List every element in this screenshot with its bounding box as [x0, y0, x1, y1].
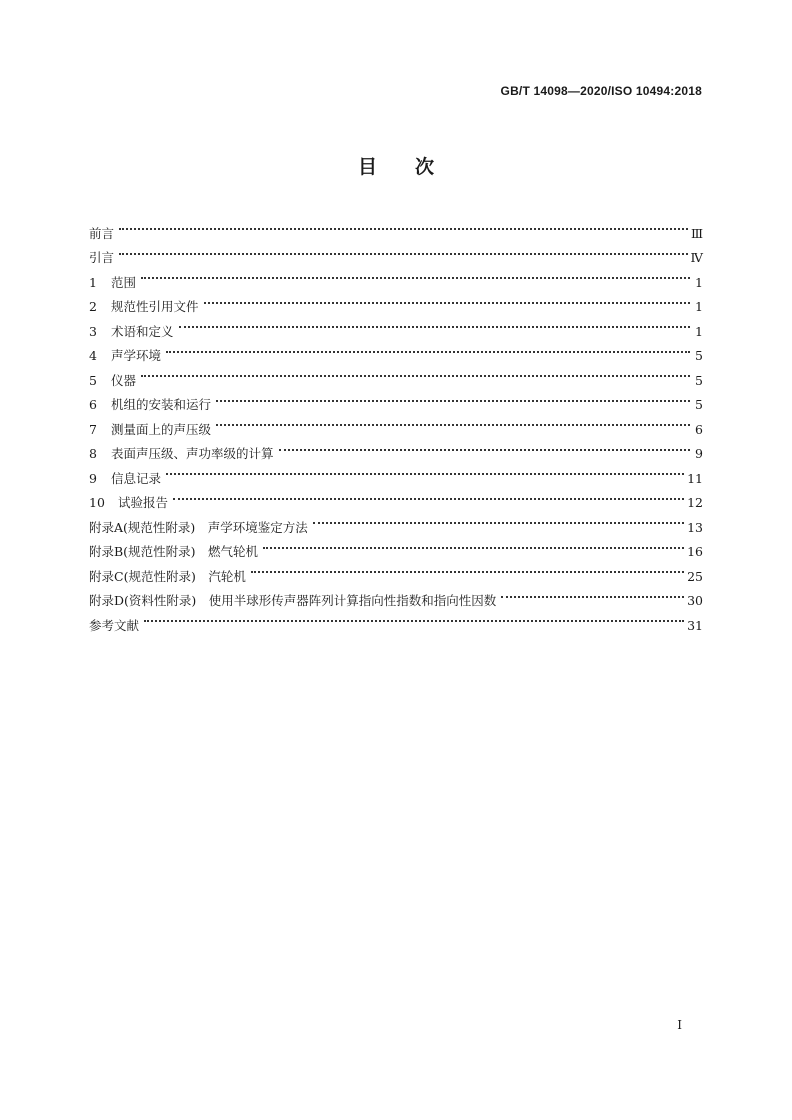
toc-entry[interactable] [89, 213, 703, 241]
toc-entry-page: 1 [695, 323, 703, 339]
toc-entry[interactable] [89, 507, 703, 535]
toc-entry[interactable] [89, 287, 703, 312]
toc-dot-leader [166, 458, 684, 483]
toc-entry-number: 4 [89, 348, 97, 363]
toc-entry-page: 5 [695, 372, 703, 388]
toc-entry-title: 附录D(资料性附录) 使用半球形传声器阵列计算指向性指数和指向性因数 [89, 593, 497, 608]
table-of-contents [89, 213, 703, 633]
toc-dot-leader [204, 287, 690, 312]
toc-dot-leader [141, 262, 690, 287]
toc-entry-title: 术语和定义 [111, 323, 174, 339]
toc-dot-leader [166, 336, 690, 361]
toc-entry-number: 1 [89, 274, 97, 290]
toc-entry-number: 10 [89, 495, 105, 510]
toc-entry-title: 附录C(规范性附录) 汽轮机 [89, 568, 246, 584]
toc-entry-title: 机组的安装和运行 [111, 397, 212, 412]
toc-entry-title: 声学环境 [111, 348, 162, 363]
toc-entry-page: 1 [695, 274, 703, 290]
toc-dot-leader [179, 311, 690, 336]
toc-entry-page: 31 [687, 617, 703, 633]
toc-entry-number: 9 [89, 470, 97, 486]
toc-entry-page: 16 [687, 544, 703, 559]
toc-entry-title: 范围 [111, 274, 137, 290]
toc-entry-title: 参考文献 [89, 617, 140, 633]
toc-entry-title: 信息记录 [111, 470, 162, 486]
toc-entry-title: 附录A(规范性附录) 声学环境鉴定方法 [89, 519, 308, 535]
toc-entry-page: 5 [695, 348, 703, 363]
toc-entry-title: 规范性引用文件 [111, 299, 199, 314]
toc-dot-leader [279, 434, 690, 459]
toc-entry[interactable] [89, 483, 703, 508]
toc-dot-leader [144, 605, 684, 630]
toc-dot-leader [119, 213, 688, 238]
toc-entry-page: Ⅲ [690, 225, 703, 241]
toc-dot-leader [501, 581, 684, 606]
toc-dot-leader [216, 385, 690, 410]
toc-entry-title: 仪器 [111, 372, 137, 388]
toc-entry[interactable] [89, 385, 703, 410]
toc-entry[interactable] [89, 262, 703, 290]
page-title: 目次 [357, 156, 472, 178]
toc-entry-page: 25 [687, 568, 703, 584]
toc-entry-page: 13 [687, 519, 703, 535]
toc-entry-title: 前言 [89, 225, 115, 241]
toc-entry-title: 测量面上的声压级 [111, 421, 212, 437]
toc-entry-title: 附录B(规范性附录) 燃气轮机 [89, 544, 258, 559]
toc-entry-page: 30 [687, 593, 703, 608]
toc-entry-page: 6 [695, 421, 703, 437]
toc-dot-leader [251, 556, 684, 581]
toc-entry-title: 试验报告 [118, 495, 169, 510]
toc-entry[interactable] [89, 336, 703, 361]
toc-entry-page: 9 [695, 446, 703, 461]
toc-entry[interactable] [89, 605, 703, 633]
toc-entry-title: 引言 [89, 250, 115, 265]
toc-entry-page: 5 [695, 397, 703, 412]
toc-entry-number: 3 [89, 323, 97, 339]
toc-entry-number: 2 [89, 299, 97, 314]
toc-entry-page: 12 [687, 495, 703, 510]
toc-entry-page: Ⅳ [690, 250, 703, 265]
toc-dot-leader [313, 507, 684, 532]
toc-dot-leader [141, 360, 690, 385]
toc-entry[interactable] [89, 458, 703, 486]
toc-entry[interactable] [89, 311, 703, 339]
toc-entry-page: 11 [687, 470, 703, 486]
toc-entry-number: 5 [89, 372, 97, 388]
toc-entry-title: 表面声压级、声功率级的计算 [111, 446, 274, 461]
toc-entry-number: 8 [89, 446, 97, 461]
toc-entry-number: 7 [89, 421, 97, 437]
toc-entry-number: 6 [89, 397, 97, 412]
toc-dot-leader [263, 532, 684, 557]
standard-number: GB/T 14098—2020/ISO 10494:2018 [500, 84, 702, 98]
toc-dot-leader [216, 409, 690, 434]
toc-entry[interactable] [89, 360, 703, 388]
toc-entry[interactable] [89, 238, 703, 263]
toc-dot-leader [173, 483, 684, 508]
toc-entry-page: 1 [695, 299, 703, 314]
page-number: Ⅰ [677, 1018, 682, 1032]
toc-dot-leader [119, 238, 687, 263]
